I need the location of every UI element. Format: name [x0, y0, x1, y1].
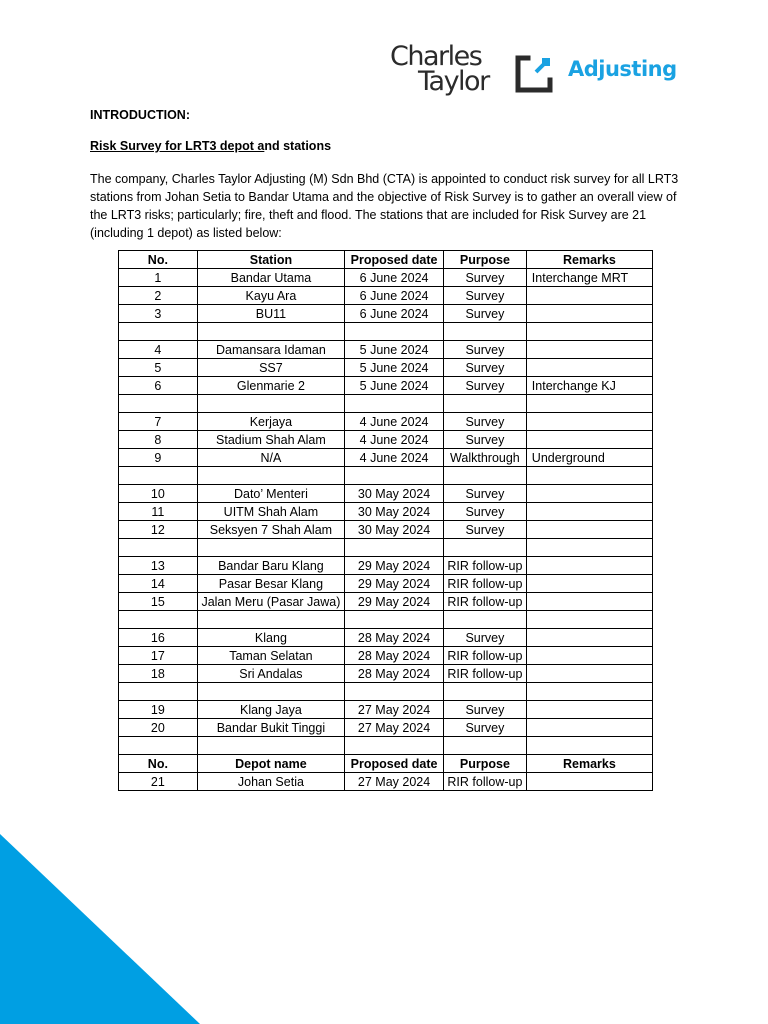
- table-cell: 17: [119, 647, 198, 665]
- corner-triangle: [0, 834, 200, 1024]
- table-row: [119, 449, 653, 467]
- table-cell: [197, 611, 344, 629]
- table-cell: Bandar Baru Klang: [197, 557, 344, 575]
- table-cell: [526, 611, 652, 629]
- table-cell: UITM Shah Alam: [197, 503, 344, 521]
- table-row: [119, 521, 653, 539]
- table-row: [119, 539, 653, 557]
- table-cell: [526, 665, 652, 683]
- table-cell: 7: [119, 413, 198, 431]
- table-cell: [526, 647, 652, 665]
- table-cell: [197, 539, 344, 557]
- table-cell: [526, 719, 652, 737]
- depot-header-row: [119, 755, 653, 773]
- table-cell: Walkthrough: [444, 449, 527, 467]
- table-cell: 15: [119, 593, 198, 611]
- table-cell: [526, 629, 652, 647]
- logo-product-name: Adjusting: [568, 57, 677, 81]
- table-cell: 5 June 2024: [345, 341, 444, 359]
- table-cell: [526, 341, 652, 359]
- table-cell: Glenmarie 2: [197, 377, 344, 395]
- table-row: [119, 647, 653, 665]
- table-cell: Stadium Shah Alam: [197, 431, 344, 449]
- table-cell: Bandar Bukit Tinggi: [197, 719, 344, 737]
- table-row: [119, 629, 653, 647]
- table-cell: 1: [119, 269, 198, 287]
- table-cell: Klang: [197, 629, 344, 647]
- table-cell: Underground: [526, 449, 652, 467]
- table-cell: RIR follow-up: [444, 773, 527, 791]
- table-cell: Sri Andalas: [197, 665, 344, 683]
- table-cell: Survey: [444, 341, 527, 359]
- table-cell: RIR follow-up: [444, 647, 527, 665]
- table-cell: 13: [119, 557, 198, 575]
- table-cell: Bandar Utama: [197, 269, 344, 287]
- logo-line-1: Charles: [390, 41, 482, 72]
- table-cell: [197, 737, 344, 755]
- table-cell: Survey: [444, 431, 527, 449]
- table-cell: 5 June 2024: [345, 377, 444, 395]
- table-cell: Survey: [444, 269, 527, 287]
- section-heading: INTRODUCTION:: [90, 108, 190, 122]
- table-cell: 12: [119, 521, 198, 539]
- table-row: [119, 341, 653, 359]
- table-cell: [119, 395, 198, 413]
- table-cell: Survey: [444, 413, 527, 431]
- table-cell: [526, 521, 652, 539]
- table-row: [119, 665, 653, 683]
- table-cell: RIR follow-up: [444, 665, 527, 683]
- table-cell: Dato’ Menteri: [197, 485, 344, 503]
- table-cell: Seksyen 7 Shah Alam: [197, 521, 344, 539]
- header-cell: Remarks: [526, 755, 652, 773]
- table-cell: 5 June 2024: [345, 359, 444, 377]
- table-cell: [119, 467, 198, 485]
- table-cell: 2: [119, 287, 198, 305]
- table-cell: Jalan Meru (Pasar Jawa): [197, 593, 344, 611]
- table-cell: [526, 737, 652, 755]
- header-cell: Purpose: [444, 251, 527, 269]
- header-cell: Proposed date: [345, 755, 444, 773]
- table-row: [119, 575, 653, 593]
- depot-section: [119, 755, 653, 773]
- table-cell: RIR follow-up: [444, 575, 527, 593]
- table-cell: 6 June 2024: [345, 287, 444, 305]
- table-cell: Johan Setia: [197, 773, 344, 791]
- table-cell: [526, 773, 652, 791]
- table-cell: Survey: [444, 719, 527, 737]
- table-cell: Interchange KJ: [526, 377, 652, 395]
- table-cell: [444, 467, 527, 485]
- table-cell: Survey: [444, 629, 527, 647]
- station-schedule-table: [118, 250, 653, 791]
- table-row: [119, 773, 653, 791]
- table-row: [119, 467, 653, 485]
- table-cell: 27 May 2024: [345, 701, 444, 719]
- table-cell: 4 June 2024: [345, 449, 444, 467]
- table-cell: [444, 611, 527, 629]
- table-cell: Klang Jaya: [197, 701, 344, 719]
- table-cell: Survey: [444, 701, 527, 719]
- header-row: [119, 251, 653, 269]
- table-row: [119, 413, 653, 431]
- table-cell: Survey: [444, 287, 527, 305]
- table-cell: [444, 737, 527, 755]
- table-cell: Survey: [444, 377, 527, 395]
- intro-paragraph: The company, Charles Taylor Adjusting (M) Sdn Bhd (CTA) is appointed to conduct risk survey for all LRT3 stations from Johan Setia to Bandar Utama and the objective of Risk Survey is to gather an overall view of the LRT3 risks; particularly; fire, theft and flood. The stations that are included for Risk Survey are 21 (including 1 depot) as listed below:: [90, 172, 679, 240]
- table-row: [119, 737, 653, 755]
- table-cell: [526, 395, 652, 413]
- corner-decoration: [0, 834, 200, 1024]
- table-cell: [526, 539, 652, 557]
- table-cell: 19: [119, 701, 198, 719]
- table-cell: 27 May 2024: [345, 719, 444, 737]
- table-cell: BU11: [197, 305, 344, 323]
- table-cell: [526, 431, 652, 449]
- table-row: [119, 431, 653, 449]
- header-cell: Depot name: [197, 755, 344, 773]
- table-cell: Survey: [444, 359, 527, 377]
- table-cell: [526, 287, 652, 305]
- table-cell: 30 May 2024: [345, 503, 444, 521]
- table-cell: [197, 323, 344, 341]
- table-cell: 11: [119, 503, 198, 521]
- table-cell: Pasar Besar Klang: [197, 575, 344, 593]
- subtitle-underlined-part: Risk Survey for LRT3 depot a: [90, 139, 265, 153]
- table-row: [119, 323, 653, 341]
- table-row: [119, 557, 653, 575]
- table-cell: [345, 737, 444, 755]
- table-cell: 10: [119, 485, 198, 503]
- subtitle-rest: nd stations: [264, 139, 332, 153]
- table-row: [119, 395, 653, 413]
- table-cell: RIR follow-up: [444, 593, 527, 611]
- table-cell: 3: [119, 305, 198, 323]
- table-cell: Kerjaya: [197, 413, 344, 431]
- table-cell: [444, 683, 527, 701]
- table-cell: [526, 503, 652, 521]
- table-cell: [526, 557, 652, 575]
- table-cell: Survey: [444, 305, 527, 323]
- header-cell: Remarks: [526, 251, 652, 269]
- table-cell: 28 May 2024: [345, 647, 444, 665]
- logo-bracket-icon: [514, 54, 554, 94]
- table-cell: 6: [119, 377, 198, 395]
- table-cell: 21: [119, 773, 198, 791]
- table-cell: 5: [119, 359, 198, 377]
- table-row: [119, 503, 653, 521]
- table-cell: Survey: [444, 521, 527, 539]
- header-cell: Purpose: [444, 755, 527, 773]
- table-cell: [526, 593, 652, 611]
- table-cell: 20: [119, 719, 198, 737]
- table-cell: [197, 395, 344, 413]
- table-cell: 4: [119, 341, 198, 359]
- table-row: [119, 377, 653, 395]
- header-cell: No.: [119, 251, 198, 269]
- table-cell: 16: [119, 629, 198, 647]
- table-row: [119, 269, 653, 287]
- table-cell: [119, 323, 198, 341]
- table-cell: 4 June 2024: [345, 413, 444, 431]
- table-cell: 18: [119, 665, 198, 683]
- table-cell: [119, 683, 198, 701]
- table-row: [119, 287, 653, 305]
- table-cell: 4 June 2024: [345, 431, 444, 449]
- table-row: [119, 359, 653, 377]
- table-cell: [119, 539, 198, 557]
- table-cell: [526, 305, 652, 323]
- table-cell: [345, 323, 444, 341]
- table-row: [119, 683, 653, 701]
- table-cell: 29 May 2024: [345, 557, 444, 575]
- logo-line-2: Taylor: [418, 66, 489, 97]
- table-cell: 9: [119, 449, 198, 467]
- table-cell: Survey: [444, 485, 527, 503]
- table-cell: [526, 701, 652, 719]
- table-cell: 8: [119, 431, 198, 449]
- table-cell: [345, 395, 444, 413]
- logo-wordmark: [390, 41, 489, 97]
- table-cell: [444, 395, 527, 413]
- table-cell: [345, 611, 444, 629]
- table-cell: 6 June 2024: [345, 305, 444, 323]
- table-cell: Taman Selatan: [197, 647, 344, 665]
- table-row: [119, 593, 653, 611]
- depot-rows: [119, 773, 653, 791]
- table-cell: Damansara Idaman: [197, 341, 344, 359]
- table-cell: Interchange MRT: [526, 269, 652, 287]
- table-cell: RIR follow-up: [444, 557, 527, 575]
- company-logo: [390, 41, 690, 104]
- table-cell: [526, 413, 652, 431]
- table-cell: Survey: [444, 503, 527, 521]
- table-cell: [526, 467, 652, 485]
- table-cell: [526, 683, 652, 701]
- table-header: [119, 251, 653, 269]
- table-row: [119, 611, 653, 629]
- header-cell: Proposed date: [345, 251, 444, 269]
- table-cell: 30 May 2024: [345, 521, 444, 539]
- table-cell: 6 June 2024: [345, 269, 444, 287]
- table-cell: [526, 485, 652, 503]
- table-cell: [526, 359, 652, 377]
- table-cell: [345, 467, 444, 485]
- table-cell: 27 May 2024: [345, 773, 444, 791]
- table-row: [119, 485, 653, 503]
- table-cell: [444, 323, 527, 341]
- table-cell: Kayu Ara: [197, 287, 344, 305]
- table-row: [119, 719, 653, 737]
- header-cell: No.: [119, 755, 198, 773]
- table-cell: [526, 323, 652, 341]
- table-cell: [197, 467, 344, 485]
- table-cell: [119, 737, 198, 755]
- table-cell: N/A: [197, 449, 344, 467]
- table-cell: [526, 575, 652, 593]
- subsection-title: [90, 139, 331, 153]
- table-cell: [345, 683, 444, 701]
- table-row: [119, 305, 653, 323]
- table-cell: 29 May 2024: [345, 575, 444, 593]
- table-cell: [119, 611, 198, 629]
- table-cell: 30 May 2024: [345, 485, 444, 503]
- table-cell: SS7: [197, 359, 344, 377]
- table-cell: 28 May 2024: [345, 629, 444, 647]
- table-cell: 28 May 2024: [345, 665, 444, 683]
- table-cell: [197, 683, 344, 701]
- station-rows: [119, 269, 653, 755]
- table-cell: 29 May 2024: [345, 593, 444, 611]
- header-cell: Station: [197, 251, 344, 269]
- table-cell: 14: [119, 575, 198, 593]
- table-cell: [345, 539, 444, 557]
- table-cell: [444, 539, 527, 557]
- table-row: [119, 701, 653, 719]
